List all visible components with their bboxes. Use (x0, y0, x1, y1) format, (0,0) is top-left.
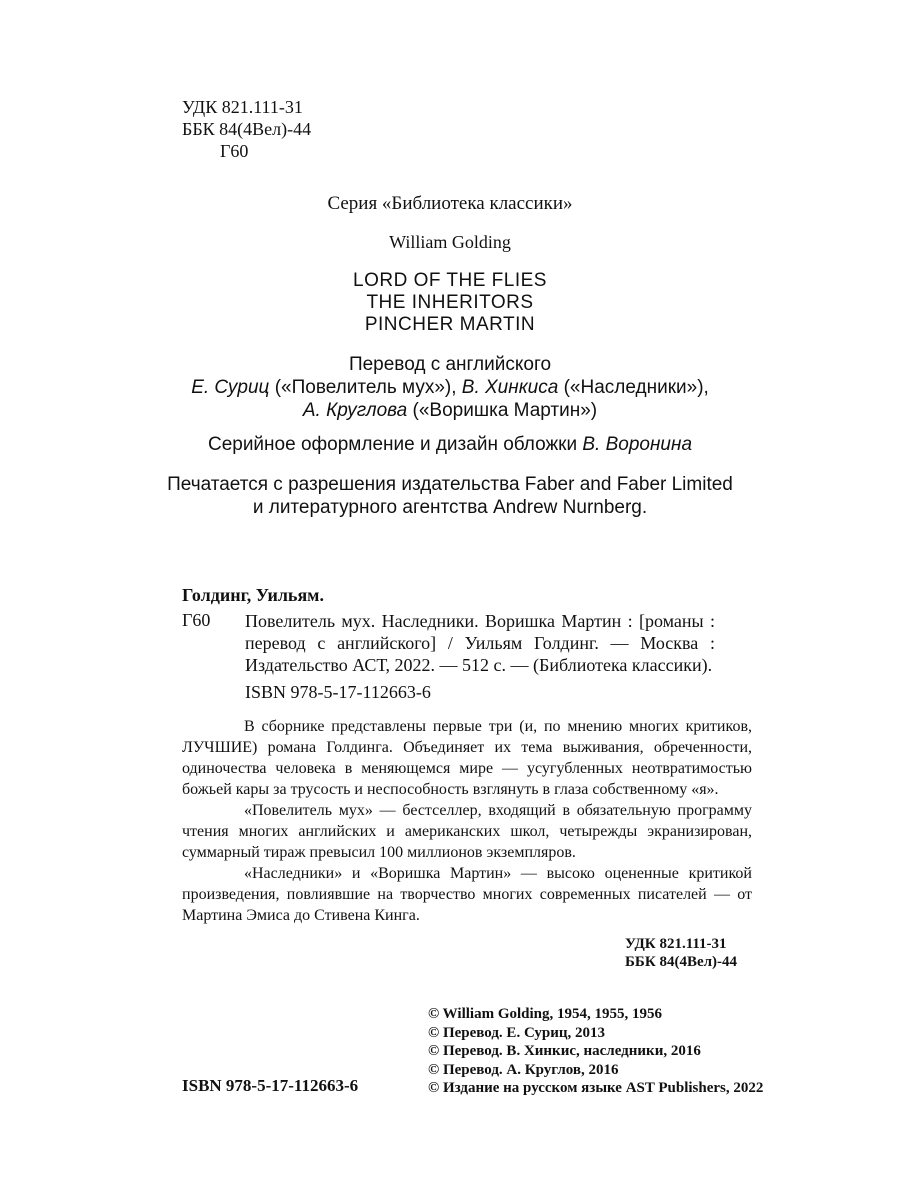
design-text: Серийное оформление и дизайн обложки (207, 434, 583, 455)
copyright-block (428, 1005, 763, 1098)
footer-codes (625, 935, 737, 971)
title-en-2: THE INHERITORS (366, 292, 534, 313)
translator-3: А. Круглова (302, 400, 408, 421)
translation-heading: Перевод с английского (348, 354, 552, 375)
author-mark: Г60 (220, 141, 249, 161)
translator-1: Е. Суриц (191, 377, 270, 398)
catalog-description: Повелитель мух. Наследники. Воришка Мартин : [романы : перевод с английского] / Уильям Голдинг. — Москва : Издательство АСТ, 2022. — 512 с. — (Библиотека классики). (245, 611, 715, 675)
copyright-line: © Перевод. Е. Суриц, 2013 (428, 1024, 606, 1041)
annotation-paragraph: «Повелитель мух» — бестселлер, входящий в обязательную программу чтения многих английских и американских школ, четырежды экранизирован, суммарный тираж превысил 100 миллионов экземпляров. (182, 802, 752, 861)
title-en-3: PINCHER MARTIN (364, 314, 536, 335)
isbn-bottom: ISBN 978-5-17-112663-6 (182, 1076, 359, 1095)
catalog-mark: Г60 (182, 610, 211, 630)
translators-line-1 (0, 376, 900, 399)
series-title: Серия «Библиотека классики» (327, 193, 573, 214)
translator-2: В. Хинкиса (461, 377, 559, 398)
translator-3-work: («Воришка Мартин») (407, 400, 598, 421)
permission-notice (0, 473, 900, 519)
footer-bbk: ББК 84(4Вел)-44 (625, 954, 738, 970)
header-codes (182, 96, 311, 162)
annotation-paragraph: «Наследники» и «Воришка Мартин» — высоко оцененные критикой произведения, повлиявшие на творчество многих современных писателей — от Мартина Эмиса до Стивена Кинга. (182, 865, 752, 924)
permission-line-1: Печатается с разрешения издательства Faber and Faber Limited (167, 474, 733, 495)
annotation-paragraph: В сборнике представлены первые три (и, по мнению многих критиков, ЛУЧШИЕ) романа Голдинга. Объединяет их тема выживания, обреченности, одиночества человека в меняющемся мире — усугубленных неотвратимостью божьей кары за трусость и неспособность взглянуть в глаза собственному «я». (182, 718, 752, 798)
catalog-author: Голдинг, Уильям. (182, 585, 324, 605)
permission-line-2: и литературного агентства Andrew Nurnberg. (252, 497, 648, 518)
udk-code: УДК 821.111-31 (182, 97, 303, 117)
translation-credits (0, 353, 900, 422)
translators-line-2 (0, 399, 900, 422)
catalog-isbn: ISBN 978-5-17-112663-6 (245, 682, 431, 702)
design-credit (0, 434, 900, 456)
copyright-line: © Перевод. В. Хинкис, наследники, 2016 (428, 1043, 701, 1059)
author-name-en: William Golding (389, 232, 511, 252)
copyright-line: © Перевод. А. Круглов, 2016 (428, 1061, 619, 1078)
copyright-line: © Издание на русском языке AST Publishers, 2022 (428, 1080, 764, 1096)
copyright-line: © William Golding, 1954, 1955, 1956 (428, 1006, 663, 1022)
titles-en (0, 270, 900, 336)
annotation (182, 716, 752, 926)
bbk-code: ББК 84(4Вел)-44 (182, 119, 312, 139)
translator-1-work: («Повелитель мух»), (269, 377, 462, 398)
title-en-1: LORD OF THE FLIES (353, 270, 547, 291)
footer-udk: УДК 821.111-31 (625, 936, 727, 952)
translator-2-work: («Наследники»), (558, 377, 709, 398)
designer-name: В. Воронина (582, 434, 693, 455)
